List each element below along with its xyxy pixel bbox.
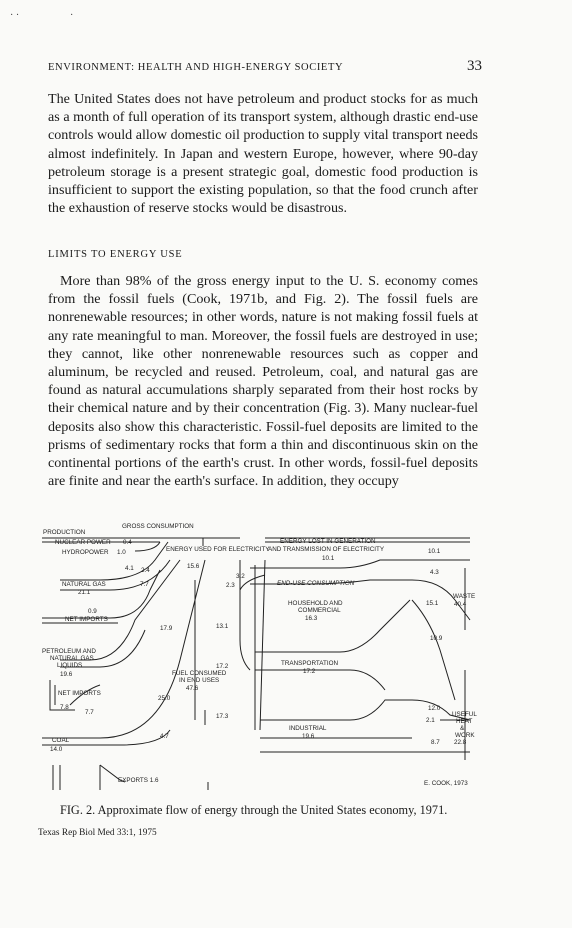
label-net-imports-oil: NET IMPORTS [58,690,101,697]
section-heading: LIMITS TO ENERGY USE [48,249,183,260]
label-industrial-value: 19.6 [302,733,315,740]
label-natural-gas-value: 21.1 [78,589,91,596]
label-waste: WASTE [453,593,476,600]
page-number: 33 [467,58,482,74]
label-production: PRODUCTION [43,529,86,536]
label-useful-line4: WORK [455,732,475,739]
figure-caption: FIG. 2. Approximate flow of energy through the United States economy, 1971. [60,803,448,817]
label-fuel-consumed-value: 47.6 [186,685,199,692]
label-nuclear-value: 0.4 [123,539,132,546]
label-coal-value: 14.0 [50,746,63,753]
label-v173: 17.3 [216,713,229,720]
label-household-value: 16.3 [305,615,318,622]
label-v24: 2.4 [141,567,150,574]
label-waste-value: 40.4 [454,601,467,608]
label-hydro-value: 1.0 [117,549,126,556]
label-household-line2: COMMERCIAL [298,607,341,614]
diagram-labels [42,523,477,787]
label-useful-line3: & [460,725,465,732]
label-energy-lost-right: 10.1 [428,548,441,555]
label-fuel-consumed: FUEL CONSUMED [172,670,227,677]
label-v151: 15.1 [426,600,439,607]
label-coal: COAL [52,737,70,744]
energy-flow-figure [40,520,480,798]
label-petroleum-line2: NATURAL GAS [50,655,94,662]
label-energy-used-electricity: ENERGY USED FOR ELECTRICITY [166,546,270,553]
label-energy-lost-value: 10.1 [322,555,335,562]
label-net-imports-oil-value: 7.8 [60,704,69,711]
label-petroleum: PETROLEUM AND [42,648,96,655]
label-v43: 4.3 [430,569,439,576]
label-useful-line2: HEAT [456,718,473,725]
label-v32: 3.2 [236,573,245,580]
label-electricity-value: 15.6 [187,563,200,570]
label-energy-lost-line1: ENERGY LOST IN GENERATION [280,538,376,545]
flow-diagram [40,520,480,798]
label-v131: 13.1 [216,623,229,630]
label-v172: 17.2 [216,663,229,670]
label-oil-branch-value: 7.7 [85,709,94,716]
label-transportation-value: 17.2 [303,668,316,675]
label-exports: EXPORTS 1.6 [118,777,159,784]
label-v120: 12.0 [428,705,441,712]
label-natural-gas: NATURAL GAS [62,581,106,588]
label-credit: E. COOK, 1973 [424,780,468,787]
label-industrial: INDUSTRIAL [289,725,327,732]
label-transportation: TRANSPORTATION [281,660,339,667]
label-v77: 7.7 [140,581,149,588]
label-v23: 2.3 [226,582,235,589]
label-useful-value: 22.8 [454,739,467,746]
label-v179: 17.9 [160,625,173,632]
label-net-imports: NET IMPORTS [65,616,108,623]
label-useful-line1: USEFUL [452,711,477,718]
label-hydropower: HYDROPOWER [62,549,109,556]
running-title: ENVIRONMENT: HEALTH AND HIGH-ENERGY SOCIETY [48,62,344,73]
label-v250: 25.0 [158,695,171,702]
label-gross-consumption: GROSS CONSUMPTION [122,523,194,530]
label-nuclear-power: NUCLEAR POWER [55,539,111,546]
label-net-imports-gas-value: 0.9 [88,608,97,615]
scan-speck: · [70,10,74,21]
label-household-line1: HOUSEHOLD AND [288,600,343,607]
label-end-use: END-USE CONSUMPTION [277,580,355,587]
label-petroleum-line3: LIQUIDS [57,662,83,669]
label-v87: 8.7 [431,739,440,746]
scan-speck: · · [10,10,20,21]
label-fuel-consumed-line2: IN END USES [179,677,220,684]
label-v109: 10.9 [430,635,443,642]
running-header [48,58,482,74]
journal-reference: Texas Rep Biol Med 33:1, 1975 [38,828,157,838]
label-energy-lost-line2: AND TRANSMISSION OF ELECTRICITY [268,546,385,553]
label-v41: 4.1 [125,565,134,572]
label-petroleum-value: 19.6 [60,671,73,678]
paragraph-2: More than 98% of the gross energy input to the U. S. economy comes from the fossil fuels (Cook, 1971b, and Fig. 2). The fossil fuels are nonrenewable resources; in other words, nature is not making fossil fuels at any rate meaningful to man. Moreover, the fossil fuels are destroyed in use; they cannot, like other nonrenewable resources such as copper and aluminum, be recycled and reused. Petroleum, coal, and natural gas are found as natural accumulations sharply separated from their host rocks by their chemical nature and by their concentration (Fig. 3). Many nuclear-fuel deposits also show this characteristic. Fossil-fuel deposits are limited to the prisms of sedimentary rocks that form a thin and discontinuous skin on the continental portions of the earth's crust. In other words, fossil-fuel deposits are finite and near the earth's surface. In addition, they occupy [48,273,478,490]
label-v47: 4.7 [160,733,169,740]
label-v21: 2.1 [426,717,435,724]
paragraph-1: The United States does not have petroleum and product stocks for as much as a month of full operation of its transport system, although drastic end-use controls would allow domestic oil production to supply vital transport needs almost indefinitely. In Japan and western Europe, however, where 90-day petroleum storage is a present strategic goal, domestic food production is insufficient to support the existing population, so that the food crunch after the exhaustion of reserve stocks would be disastrous. [48,91,478,217]
